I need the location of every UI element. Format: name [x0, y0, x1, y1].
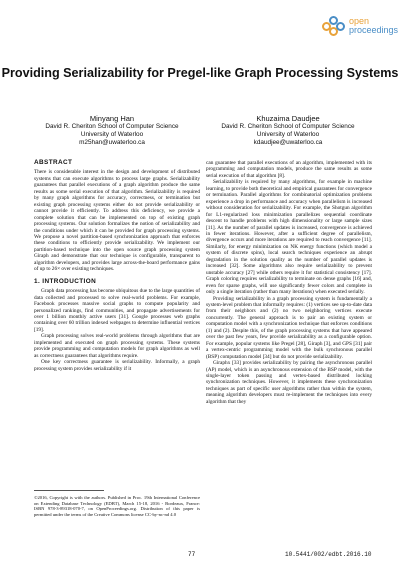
author-name: Khuzaima Daudjee: [256, 114, 320, 123]
author-affiliation: David R. Cheriton School of Computer Science: [221, 123, 355, 130]
abstract-heading: ABSTRACT: [34, 159, 73, 166]
logo-text-open: open: [349, 16, 370, 26]
copyright-text: ©2016, Copyright is with the authors. Published in Proc. 19th International Conference on Extending Database Technology (EDBT), March 15-18, 2016 - Bordeaux, France: ISBN 978-3-89318-070-7, on OpenProceedings.org. Distribution of this paper is permitted under the terms of the Creative Commons license CC-by-nc-nd 4.0: [34, 495, 200, 517]
author-email: kdaudjee@uwaterloo.ca: [253, 139, 323, 146]
logo-text-proceedings: proceedings: [349, 25, 399, 35]
page-number: 77: [188, 551, 196, 558]
author-name: Minyang Han: [89, 114, 135, 123]
author-affiliation: David R. Cheriton School of Computer Science: [45, 123, 179, 130]
paragraph: Graph processing solves real-world problems through algorithms that are implemented and executed on graph processing systems. These systems provide programming and computation models for graph algorithms as well as correctness guarantees that algorithms require.: [34, 333, 200, 359]
paper-title: Providing Serializability for Pregel-like Graph Processing Systems: [1, 66, 399, 80]
copyright-notice: [34, 490, 200, 517]
right-column: [206, 160, 372, 405]
logo-circles-icon: [322, 14, 346, 38]
author-block-2: [203, 114, 373, 147]
paragraph: Providing serializability in a graph processing system is fundamentally a system-level problem that informally requires: (1) vertices see up-to-date data from their neighbors and (2) no two neighboring vertices execute concurrently. The general approach is to pair an existing system or computation model with a synchronization technique that enforces conditions (1) and (2). Despite this, of the graph processing systems that have appeared over the past few years, few provide serializability as a configurable option. For example, popular systems like Pregel [28], Giraph [3], and GPS [31] pair a vertex-centric programming model with the bulk synchronous parallel (BSP) computation model [34] but do not provide serializability.: [206, 295, 372, 360]
author-block-1: [27, 114, 197, 147]
paragraph: Giraphx [33] provides serializability by pairing the asynchronous parallel (AP) model, which is an asynchronous extension of the BSP model, with the single-layer token passing and vertex-based distributed locking synchronization techniques. However, it implements these synchronization techniques as part of specific user algorithms rather than within the system, meaning algorithm developers must re-implement the techniques into every algorithm that they: [206, 360, 372, 405]
paragraph: Serializability is required by many algorithms, for example in machine learning, to provide both theoretical and empirical guarantees for convergence or termination. Parallel algorithms for combinatorial optimization problems experience a drop in performance and accuracy when parallelism is increased without consideration for serializability. For example, the Shotgun algorithm for L1-regularized loss minimization parallelizes sequential coordinate descent to handle problems with high dimensionality or large sample sizes [11]. As the number of parallel updates is increased, convergence is achieved in fewer iterations. However, after a sufficient degree of parallelism, divergence occurs and more iterations are required to reach convergence [11]. Similarly, for energy minimization on NK energy functions (which model a system of discrete spins), local search techniques experience an abrupt degradation in the solution quality as the number of parallel updates is increased [32]. Some algorithms also require serializability to prevent unstable accuracy [27] while others require it for statistical consistency [17]. Graph coloring requires serializability to terminate on dense graphs [16] and, even for sparse graphs, will use significantly fewer colors and complete in only a single iteration (rather than many iterations) when executed serially.: [206, 179, 372, 296]
paragraph: can guarantee that parallel executions of an algorithm, implemented with its programming and computation models, produce the same results as some serial execution of that algorithm [8].: [206, 160, 372, 179]
paragraph: One key correctness guarantee is serializability. Informally, a graph processing system provides serializability if it: [34, 359, 200, 372]
paragraph: Graph data processing has become ubiquitous due to the large quantities of data collected and processed to solve real-world problems. For example, Facebook processes massive social graphs to compute popularity and personalized rankings, find communities, and propagate advertisements for over 1 billion monthly active users [31]. Google processes web graphs containing over 60 trillion indexed webpages to determine influential vertices [19].: [34, 288, 200, 333]
author-email: m25han@uwaterloo.ca: [79, 139, 145, 146]
footnote-rule: [34, 490, 104, 491]
doi-text: 10.5441/002/edbt.2016.10: [285, 551, 372, 558]
section-heading-introduction: 1. INTRODUCTION: [34, 277, 97, 285]
author-institution: University of Waterloo: [256, 131, 320, 138]
author-institution: University of Waterloo: [80, 131, 144, 138]
abstract-text: There is considerable interest in the design and development of distributed systems that can execute algorithms to process large graphs. Serializability guarantees that parallel executions of a graph algorithm produce the same results as some serial execution of that algorithm. Serializability is required by many graph algorithms for accuracy, correctness, or termination but existing graph processing systems either do not provide serializability or cannot provide it efficiently. To address this deficiency, we provide a complete solution that can be implemented on top of existing graph processing systems. Our solution formalizes the notion of serializability and the conditions under which it can be provided for graph processing systems. We propose a novel partition-based synchronization approach that enforces these conditions to efficiently provide serializability. We implement our partition-based technique into the open source graph processing system Giraph and demonstrate that our technique is configurable, transparent to algorithm developers, and provides large across-the-board performance gains of up to 26× over existing techniques.: [34, 169, 200, 273]
openproceedings-logo: [322, 14, 398, 38]
left-column: [34, 160, 200, 372]
